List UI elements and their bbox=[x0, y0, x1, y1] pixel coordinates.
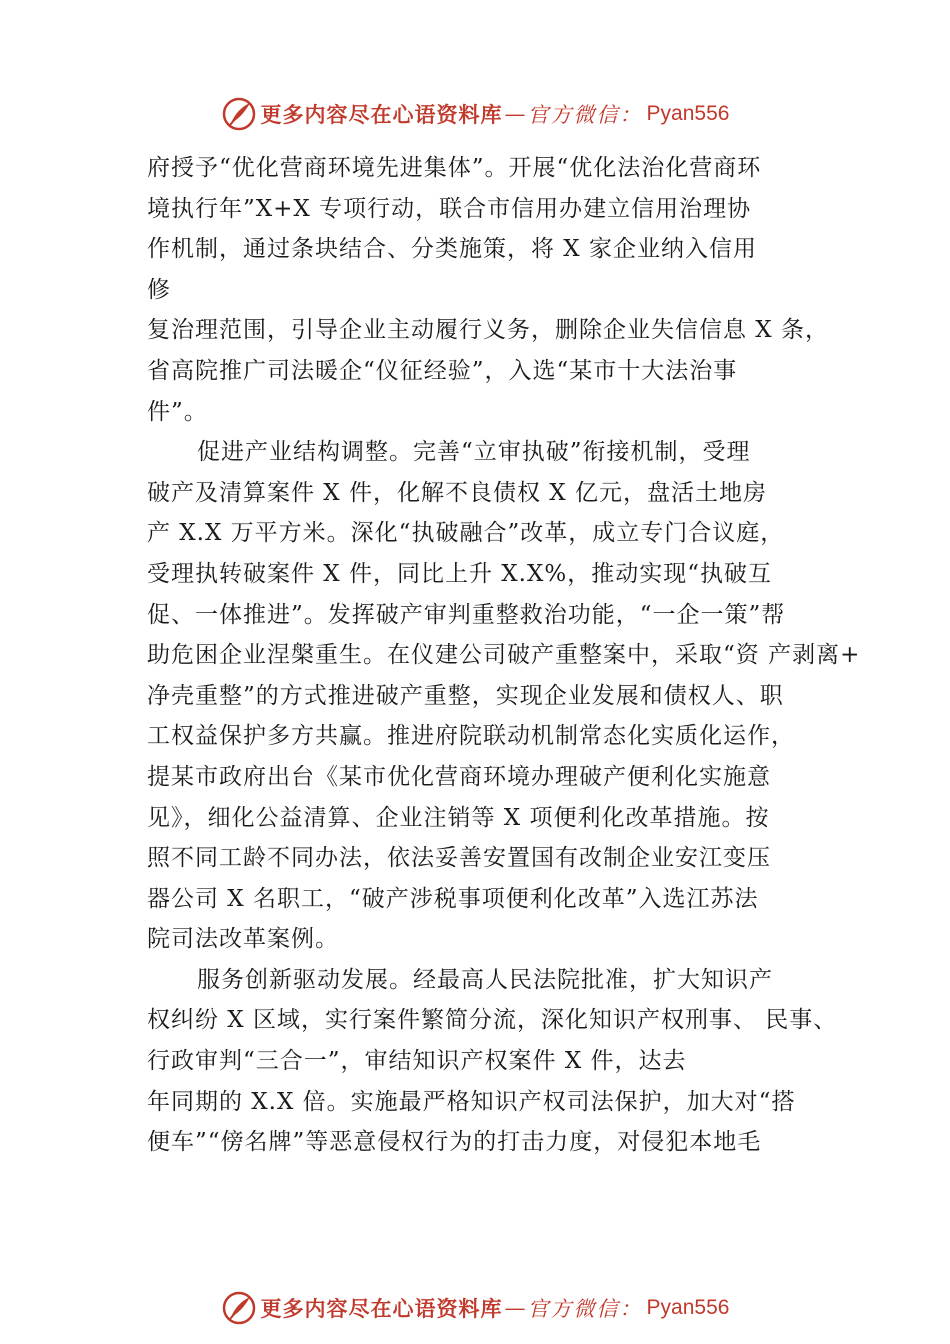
text-line: 便车”“傍名牌”等恶意侵权行为的打击力度，对侵犯本地毛 bbox=[147, 1129, 762, 1156]
text-line: 复治理范围，引导企业主动履行义务，删除企业失信信息 X 条， bbox=[147, 317, 829, 344]
wechat-account-label: 官方微信： bbox=[527, 1297, 643, 1321]
text-line: 年同期的 X.X 倍。实施最严格知识产权司法保护，加大对“搭 bbox=[147, 1088, 796, 1115]
feather-pen-logo-icon bbox=[221, 1290, 257, 1326]
text-line: 权纠纷 X 区域，实行案件繁简分流，深化知识产权刑事、 民事、 bbox=[147, 1007, 838, 1034]
separator-dash: — bbox=[504, 102, 526, 126]
text-line: 照不同工龄不同办法，依法妥善安置国有改制企业安江变压 bbox=[147, 845, 771, 872]
text-line: 院司法改革案例。 bbox=[147, 926, 339, 953]
text-line: 产 X.X 万平方米。深化“执破融合”改革，成立专门合议庭， bbox=[147, 520, 785, 547]
text-line: 作机制，通过条块结合、分类施策，将 X 家企业纳入信用 bbox=[147, 236, 757, 263]
text-line: 提某市政府出台《某市优化营商环境办理破产便利化实施意 bbox=[147, 763, 771, 790]
text-line: 见》，细化公益清算、企业注销等 X 项便利化改革措施。按 bbox=[147, 804, 770, 831]
wechat-account-id: Pyan556 bbox=[646, 102, 730, 125]
wechat-account-id: Pyan556 bbox=[646, 1296, 730, 1319]
footer-watermark-banner bbox=[0, 1288, 950, 1328]
paragraph-start-line: 促进产业结构调整。完善“立审执破”衔接机制，受理 bbox=[197, 439, 751, 466]
wechat-account-label: 官方微信： bbox=[527, 103, 643, 127]
text-line: 净壳重整”的方式推进破产重整，实现企业发展和债权人、职 bbox=[147, 682, 784, 709]
document-body bbox=[147, 148, 861, 1163]
feather-pen-logo-icon bbox=[221, 96, 257, 132]
brand-name: 更多内容尽在心语资料库 bbox=[260, 1296, 503, 1321]
text-line: 境执行年”X+X 专项行动，联合市信用办建立信用治理协 bbox=[147, 195, 752, 222]
text-line: 工权益保护多方共赢。推进府院联动机制常态化实质化运作， bbox=[147, 723, 795, 750]
brand-name: 更多内容尽在心语资料库 bbox=[260, 102, 503, 127]
text-line: 省高院推广司法暖企“仪征经验”，入选“某市十大法治事 bbox=[147, 357, 738, 384]
separator-dash: — bbox=[504, 1296, 526, 1320]
text-line: 行政审判“三合一”，审结知识产权案件 X 件，达去 bbox=[147, 1048, 687, 1075]
text-line: 修 bbox=[147, 276, 171, 303]
text-line: 破产及清算案件 X 件，化解不良债权 X 亿元，盘活土地房 bbox=[147, 479, 767, 506]
text-line: 件”。 bbox=[147, 398, 208, 425]
text-line: 促、一体推进”。发挥破产审判重整救治功能，“一企一策”帮 bbox=[147, 601, 786, 628]
header-watermark-banner bbox=[0, 94, 950, 134]
paragraph-start-line: 服务创新驱动发展。经最高人民法院批准，扩大知识产 bbox=[197, 966, 773, 993]
text-line: 助危困企业涅槃重生。在仪建公司破产重整案中，采取“资 产剥离+ bbox=[147, 642, 861, 669]
text-line: 府授予“优化营商环境先进集体”。开展“优化法治化营商环 bbox=[147, 155, 762, 181]
text-line: 器公司 X 名职工，“破产涉税事项便利化改革”入选江苏法 bbox=[147, 885, 759, 912]
text-line: 受理执转破案件 X 件，同比上升 X.X%，推动实现“执破互 bbox=[147, 560, 772, 587]
